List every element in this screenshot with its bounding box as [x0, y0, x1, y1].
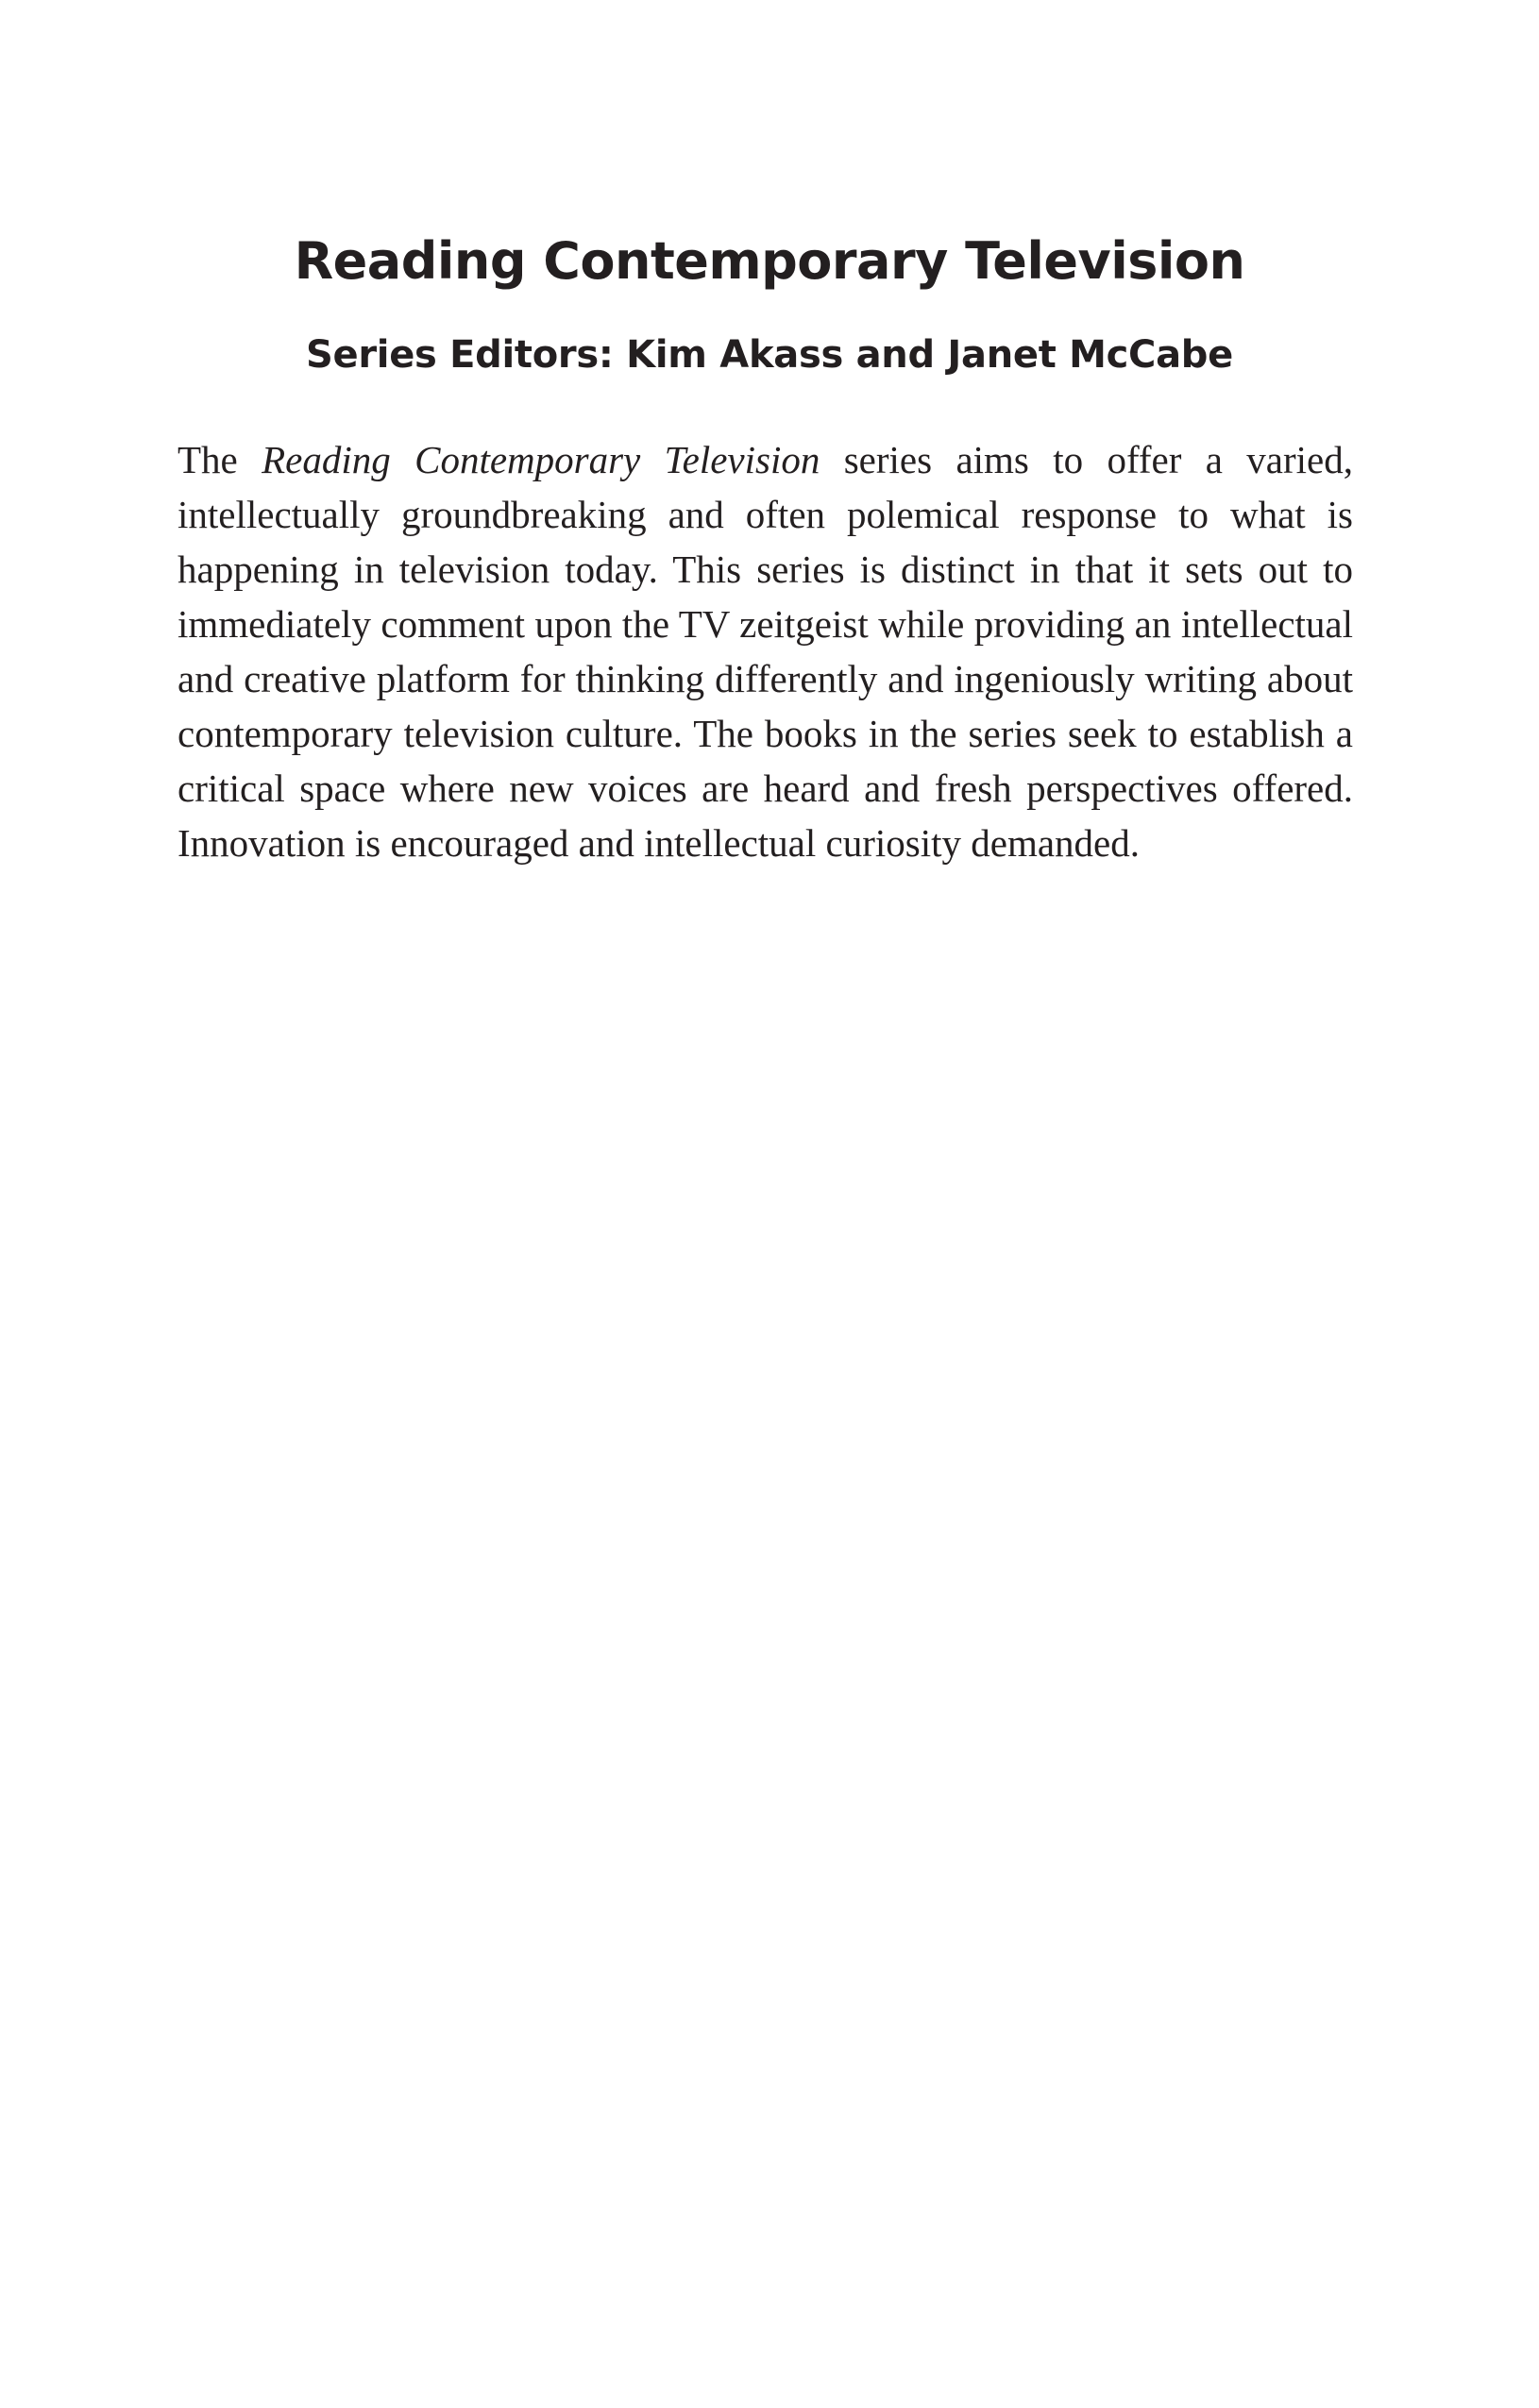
series-editors: Series Editors: Kim Akass and Janet McCabe: [306, 333, 1233, 377]
description-series-name: Reading Contemporary Television: [262, 438, 820, 481]
series-description: [178, 432, 1353, 870]
series-title: Reading Contemporary Television: [294, 231, 1245, 291]
description-lead: The: [178, 438, 262, 481]
description-body: series aims to offer a varied, intellectually groundbreaking and often polemical response to what is happening in television today. This series is distinct in that it sets out to immediately comment upon the TV zeitgeist while providing an intellectual and creative platform for thinking differently and ingeniously writing about contemporary television culture. The books in the series seek to establish a critical space where new voices are heard and fresh perspectives offered. Innovation is encouraged and intellectual curiosity demanded.: [178, 438, 1353, 865]
